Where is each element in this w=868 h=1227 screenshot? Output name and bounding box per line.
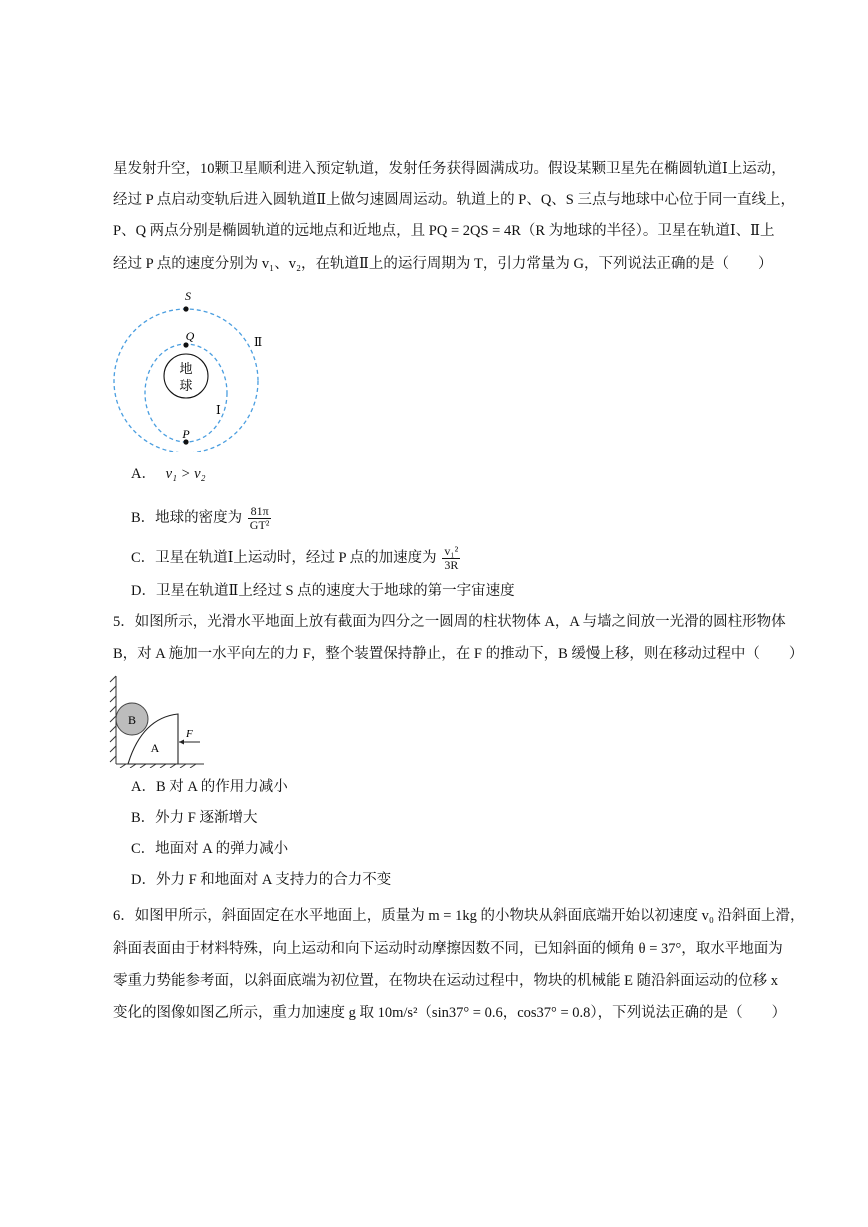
q4-option-b xyxy=(131,505,271,532)
q5-option-a: A．B 对 A 的作用力减小 xyxy=(131,779,288,795)
q4-option-c-denominator: 3R xyxy=(444,558,459,572)
q6-text-line-1: 6．如图甲所示，斜面固定在水平地面上，质量为 m = 1kg 的小物块从斜面底端开始以初速度 v₀ 沿斜面上滑， xyxy=(113,908,805,924)
orbit-diagram xyxy=(108,282,278,452)
earth-label-1: 地 xyxy=(179,361,193,376)
q4-option-c-numerator: v₁² xyxy=(442,545,460,559)
wall-hatching xyxy=(110,676,116,764)
q4-option-c-text: C．卫星在轨道Ⅰ上运动时，经过 P 点的加速度为 xyxy=(131,549,437,566)
q4-option-b-denominator: GT² xyxy=(249,518,270,532)
label-F: F xyxy=(186,728,193,740)
ground-hatching xyxy=(120,764,196,768)
label-S: S xyxy=(185,289,191,303)
label-A: A xyxy=(150,741,160,755)
q4-option-c xyxy=(131,545,460,572)
q4-option-b-fraction xyxy=(248,505,272,532)
q5-option-b: B．外力 F 逐渐增大 xyxy=(131,810,258,826)
label-orbit-1: Ⅰ xyxy=(216,403,221,417)
q5-option-d: D．外力 F 和地面对 A 支持力的合力不变 xyxy=(131,872,392,888)
label-P: P xyxy=(182,427,190,441)
q4-option-a-prefix: A． xyxy=(131,466,156,482)
force-F-arrowhead xyxy=(179,740,184,745)
q6-text-line-4: 变化的图像如图乙所示，重力加速度 g 取 10m/s²（sin37° = 0.6，cos37° = 0.8），下列说法正确的是（ ） xyxy=(113,1005,787,1021)
q4-option-b-numerator: 81π xyxy=(248,505,272,519)
q4-text-line-2: 经过 P 点启动变轨后进入圆轨道Ⅱ上做匀速圆周运动。轨道上的 P、Q、S 三点与地球中心位于同一直线上， xyxy=(113,192,795,208)
earth-label-2: 球 xyxy=(179,378,193,393)
q4-option-c-fraction xyxy=(442,545,460,572)
q4-text-line-3: P、Q 两点分别是椭圆轨道的远地点和近地点，且 PQ = 2QS = 4R（R 为地球的半径）。卫星在轨道Ⅰ、Ⅱ上 xyxy=(113,223,775,239)
q4-text-line-4: 经过 P 点的速度分别为 v₁、v₂，在轨道Ⅱ上的运行周期为 T，引力常量为 G，下列说法正确的是（ ） xyxy=(113,256,773,272)
q6-text-line-3: 零重力势能参考面，以斜面底端为初位置，在物块在运动过程中，物块的机械能 E 随沿斜面运动的位移 x xyxy=(113,973,778,989)
q4-option-a-expr: v₁ > v₂ xyxy=(165,466,206,482)
q5-text-line-2: B，对 A 施加一水平向左的力 F，整个装置保持静止，在 F 的推动下，B 缓慢上移，则在移动过程中（ ） xyxy=(113,646,804,662)
q5-option-c: C．地面对 A 的弹力减小 xyxy=(131,841,289,857)
point-S xyxy=(183,306,188,311)
point-Q xyxy=(183,342,188,347)
q5-text-line-1: 5．如图所示，光滑水平地面上放有截面为四分之一圆周的柱状物体 A，A 与墙之间放一光滑的圆柱形物体 xyxy=(113,614,786,630)
q4-text-line-1: 星发射升空，10颗卫星顺利进入预定轨道，发射任务获得圆满成功。假设某颗卫星先在椭圆轨道Ⅰ上运动， xyxy=(113,161,786,177)
q4-option-a xyxy=(131,464,206,484)
label-B: B xyxy=(127,713,137,727)
q4-option-d: D．卫星在轨道Ⅱ上经过 S 点的速度大于地球的第一宇宙速度 xyxy=(131,583,515,599)
q4-option-b-text: B．地球的密度为 xyxy=(131,509,243,526)
wall-block-diagram xyxy=(108,672,208,768)
label-Q: Q xyxy=(185,329,195,343)
label-orbit-2: Ⅱ xyxy=(254,335,263,349)
q6-text-line-2: 斜面表面由于材料特殊，向上运动和向下运动时动摩擦因数不同，已知斜面的倾角 θ = 37°，取水平地面为 xyxy=(113,941,783,957)
